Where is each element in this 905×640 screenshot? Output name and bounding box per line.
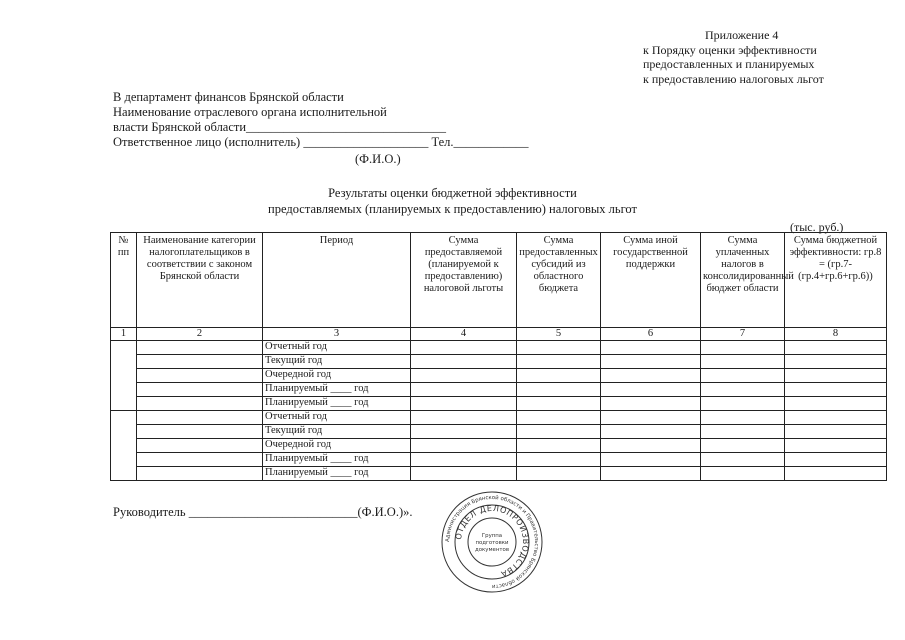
empty-cell: [517, 467, 601, 481]
table-row: [111, 439, 887, 453]
period-cell: Планируемый ____ год: [263, 397, 411, 411]
appendix-reference: [643, 28, 824, 86]
period-cell: Текущий год: [263, 425, 411, 439]
empty-cell: [601, 355, 701, 369]
period-cell: Отчетный год: [263, 341, 411, 355]
empty-cell: [411, 355, 517, 369]
stamp-center-text: подготовки: [475, 540, 509, 546]
empty-cell: [701, 439, 785, 453]
header-cell: № пп: [111, 233, 137, 328]
period-cell: Очередной год: [263, 439, 411, 453]
empty-cell: [601, 341, 701, 355]
empty-cell: [601, 369, 701, 383]
column-number: 4: [411, 328, 517, 341]
empty-cell: [785, 383, 887, 397]
empty-cell: [785, 355, 887, 369]
empty-cell: [517, 383, 601, 397]
stamp-middle-text: ОТДЕЛ ДЕЛОПРОИЗВОДСТВА: [453, 503, 531, 579]
units-label: (тыс. руб.): [790, 220, 844, 234]
fio-caption: (Ф.И.О.): [355, 152, 401, 166]
column-number: 5: [517, 328, 601, 341]
title-line: Результаты оценки бюджетной эффективности: [328, 186, 577, 200]
empty-cell: [701, 383, 785, 397]
empty-cell: [517, 439, 601, 453]
stamp-center-text: документов: [475, 547, 509, 553]
header-cell: Сумма предоставляемой (планируемой к предоставлению) налоговой льготы: [411, 233, 517, 328]
evaluation-table: [110, 232, 887, 481]
column-number: 2: [137, 328, 263, 341]
column-number: 6: [601, 328, 701, 341]
empty-cell: [785, 453, 887, 467]
empty-cell: [601, 453, 701, 467]
empty-cell: [411, 383, 517, 397]
empty-cell: [701, 467, 785, 481]
empty-cell: [517, 453, 601, 467]
official-stamp: [440, 490, 544, 594]
empty-cell: [137, 397, 263, 411]
empty-cell: [517, 341, 601, 355]
empty-cell: [137, 453, 263, 467]
period-cell: Текущий год: [263, 355, 411, 369]
empty-cell: [411, 439, 517, 453]
empty-cell: [137, 341, 263, 355]
empty-cell: [517, 369, 601, 383]
empty-cell: [601, 425, 701, 439]
empty-cell: [137, 355, 263, 369]
empty-cell: [517, 397, 601, 411]
empty-cell: [701, 355, 785, 369]
empty-cell: [137, 425, 263, 439]
appendix-line: к предоставлению налоговых льгот: [643, 71, 824, 86]
empty-cell: [137, 369, 263, 383]
row-number-cell: [111, 411, 137, 481]
empty-cell: [701, 369, 785, 383]
header-cell: Сумма уплаченных налогов в консолидированный бюджет области: [701, 233, 785, 328]
addressee-line: Наименование отраслевого органа исполнительной: [113, 105, 387, 119]
period-cell: Планируемый ____ год: [263, 383, 411, 397]
table-row: [111, 425, 887, 439]
table-row: [111, 453, 887, 467]
appendix-line: к Порядку оценки эффективности: [643, 42, 817, 57]
header-cell: Наименование категории налогоплательщиков в соответствии с законом Брянской области: [137, 233, 263, 328]
column-number: 7: [701, 328, 785, 341]
table-row: [111, 341, 887, 355]
empty-cell: [411, 411, 517, 425]
empty-cell: [137, 467, 263, 481]
period-cell: Планируемый ____ год: [263, 453, 411, 467]
empty-cell: [785, 425, 887, 439]
stamp-outer-text: Администрация Брянской области и Правительство Брянской области: [444, 494, 540, 590]
column-number: 8: [785, 328, 887, 341]
period-cell: Отчетный год: [263, 411, 411, 425]
empty-cell: [785, 341, 887, 355]
stamp-center-text: Группа: [481, 533, 503, 539]
empty-cell: [411, 369, 517, 383]
signature-line: Руководитель ___________________________(Ф.И.О.)».: [113, 505, 413, 519]
empty-cell: [411, 397, 517, 411]
row-number-cell: [111, 341, 137, 411]
appendix-number: Приложение 4: [705, 28, 779, 42]
empty-cell: [517, 355, 601, 369]
empty-cell: [701, 341, 785, 355]
table-row: [111, 383, 887, 397]
table-row: [111, 369, 887, 383]
empty-cell: [601, 383, 701, 397]
header-cell: Сумма бюджетной эффективности: гр.8 = (гр.7-(гр.4+гр.6+гр.6)): [785, 233, 887, 328]
empty-cell: [785, 397, 887, 411]
empty-cell: [785, 369, 887, 383]
empty-cell: [411, 341, 517, 355]
table-body: [111, 341, 887, 481]
empty-cell: [701, 453, 785, 467]
addressee-block: [113, 90, 529, 150]
empty-cell: [601, 411, 701, 425]
header-row: [111, 233, 887, 328]
column-number: 3: [263, 328, 411, 341]
empty-cell: [785, 439, 887, 453]
table-row: [111, 411, 887, 425]
empty-cell: [137, 439, 263, 453]
appendix-line: предоставленных и планируемых: [643, 57, 815, 71]
empty-cell: [601, 467, 701, 481]
table-row: [111, 467, 887, 481]
empty-cell: [601, 397, 701, 411]
addressee-line: власти Брянской области________________________________: [113, 120, 447, 134]
responsible-person-line: Ответственное лицо (исполнитель) ____________________ Тел.____________: [113, 135, 529, 149]
empty-cell: [517, 411, 601, 425]
period-cell: Очередной год: [263, 369, 411, 383]
addressee-line: В департамент финансов Брянской области: [113, 90, 344, 104]
header-cell: Сумма предоставленных субсидий из областного бюджета: [517, 233, 601, 328]
empty-cell: [411, 425, 517, 439]
table-row: [111, 355, 887, 369]
empty-cell: [411, 453, 517, 467]
empty-cell: [701, 425, 785, 439]
empty-cell: [701, 397, 785, 411]
table-row: [111, 397, 887, 411]
empty-cell: [137, 383, 263, 397]
column-number-row: [111, 328, 887, 341]
header-cell: Сумма иной государственной поддержки: [601, 233, 701, 328]
empty-cell: [137, 411, 263, 425]
column-number: 1: [111, 328, 137, 341]
title-line: предоставляемых (планируемых к предоставлению) налоговых льгот: [268, 202, 637, 216]
header-cell: Период: [263, 233, 411, 328]
empty-cell: [701, 411, 785, 425]
empty-cell: [785, 411, 887, 425]
empty-cell: [411, 467, 517, 481]
empty-cell: [785, 467, 887, 481]
document-title: [0, 185, 905, 217]
period-cell: Планируемый ____ год: [263, 467, 411, 481]
empty-cell: [601, 439, 701, 453]
empty-cell: [517, 425, 601, 439]
